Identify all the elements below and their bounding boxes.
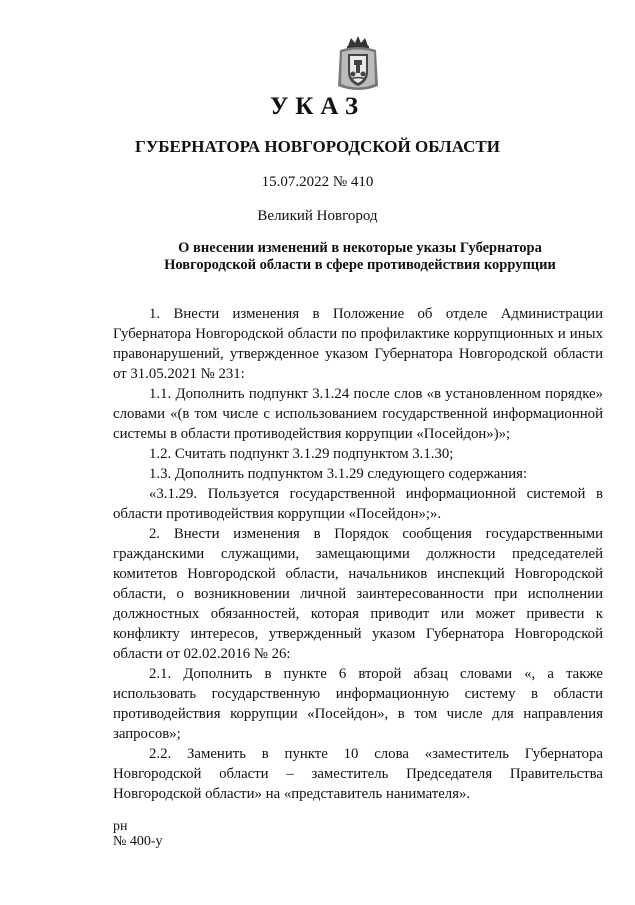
footer-initials: рн [113, 819, 128, 834]
decree-issuer: ГУБЕРНАТОРА НОВГОРОДСКОЙ ОБЛАСТИ [135, 137, 500, 156]
paragraph: 1.2. Считать подпункт 3.1.29 подпунктом 3.1.30; [149, 446, 454, 462]
decree-title: УКАЗ [269, 93, 366, 120]
decree-body [113, 304, 603, 804]
paragraph: 2.2. Заменить в пункте 10 слова «заместитель Губернатора Новгородской области – заместитель Председателя Правительства Новгородской области» на «представитель нанимателя». [113, 746, 603, 802]
paragraph: 2. Внести изменения в Порядок сообщения государственными гражданскими служащими, замещающими должности председателей комитетов Новгородской области, начальников инспекций Новгородской области, о возникновении личной заинтересованности при исполнении должностных обязанностей, которая приводит или может привести к конфликту интересов, утвержденный указом Губернатора Новгородской области от 02.02.2016 № 26: [113, 526, 603, 662]
paragraph: 1.1. Дополнить подпункт 3.1.24 после слов «в установленном порядке» словами «(в том числе с использованием государственной информационной системы в области противодействия коррупции «Посейдон»)»; [113, 386, 603, 442]
heading-line-2: Новгородской области в сфере противодействия коррупции [164, 257, 556, 273]
footer-number: № 400-у [113, 834, 163, 849]
decree-city: Великий Новгород [257, 208, 378, 224]
paragraph: «3.1.29. Пользуется государственной информационной системой в области противодействия коррупции «Посейдон»;». [113, 486, 603, 522]
document-footer [113, 819, 163, 849]
decree-heading [150, 240, 570, 274]
paragraph: 1.3. Дополнить подпунктом 3.1.29 следующего содержания: [149, 466, 528, 482]
paragraph: 1. Внести изменения в Положение об отделе Администрации Губернатора Новгородской области по профилактике коррупционных и иных правонарушений, утвержденное указом Губернатора Новгородской области от 31.05.2021 № 231: [113, 306, 603, 382]
heading-line-1: О внесении изменений в некоторые указы Губернатора [178, 240, 542, 256]
coat-of-arms-icon [334, 34, 382, 94]
decree-date-number: 15.07.2022 № 410 [261, 174, 374, 190]
paragraph: 2.1. Дополнить в пункте 6 второй абзац словами «, а также использовать государственную информационную систему в области противодействия коррупции «Посейдон», в том числе для направления запросов»; [113, 666, 603, 742]
